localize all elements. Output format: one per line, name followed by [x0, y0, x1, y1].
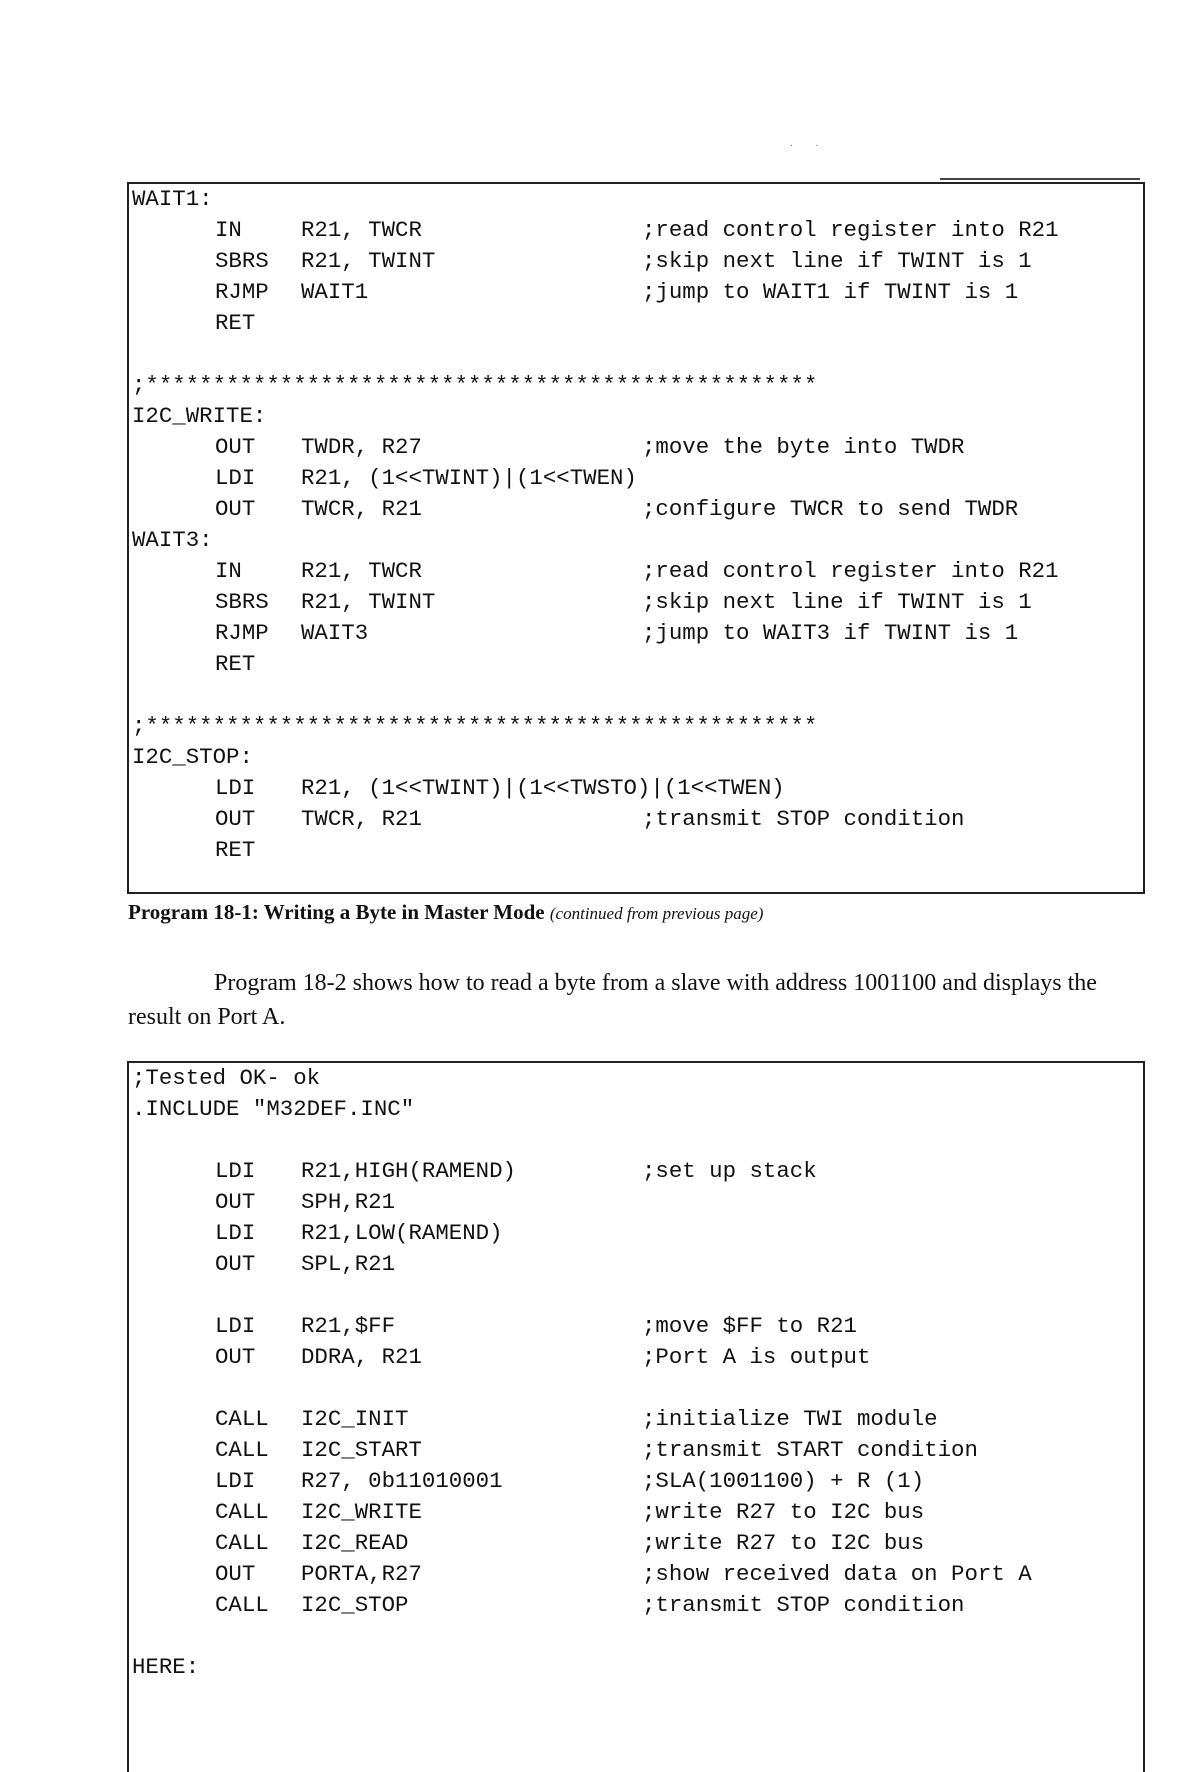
code-line: [129, 1280, 1143, 1311]
code-comment: ;skip next line if TWINT is 1: [642, 589, 1032, 615]
code-mnemonic: LDI: [215, 1158, 256, 1184]
code-line: [129, 556, 1143, 587]
code-operands: TWCR, R21: [301, 496, 422, 522]
code-line: [129, 1435, 1143, 1466]
code-operands: DDRA, R21: [301, 1344, 422, 1370]
code-mnemonic: RJMP: [215, 279, 269, 305]
code-mnemonic: LDI: [215, 1220, 256, 1246]
code-line: [129, 184, 1143, 215]
code-mnemonic: OUT: [215, 1561, 256, 1587]
code-line: [129, 432, 1143, 463]
code-label: I2C_WRITE:: [132, 403, 267, 429]
code-line: [129, 1590, 1143, 1621]
code-mnemonic: OUT: [215, 806, 256, 832]
code-line: [129, 1652, 1143, 1683]
caption-title: Program 18-1: Writing a Byte in Master Mode: [128, 900, 545, 924]
code-line: [129, 494, 1143, 525]
code-line: [129, 1249, 1143, 1280]
code-operands: R21,LOW(RAMEND): [301, 1220, 503, 1246]
code-operands: R21, (1<<TWINT)|(1<<TWEN): [301, 465, 637, 491]
code-line: [129, 1621, 1143, 1652]
code-operands: WAIT1: [301, 279, 369, 305]
code-line: [129, 1218, 1143, 1249]
top-rule: [940, 178, 1140, 180]
code-mnemonic: RET: [215, 310, 256, 336]
code-comment: ;move $FF to R21: [642, 1313, 857, 1339]
body-paragraph: [128, 966, 1128, 1034]
code-operands: R21, TWINT: [301, 248, 436, 274]
code-operands: I2C_WRITE: [301, 1499, 422, 1525]
code-operands: TWDR, R27: [301, 434, 422, 460]
code-line: [129, 835, 1143, 866]
code-mnemonic: LDI: [215, 1313, 256, 1339]
code-line: [129, 308, 1143, 339]
code-comment: ;write R27 to I2C bus: [642, 1499, 925, 1525]
code-mnemonic: IN: [215, 558, 242, 584]
code-line: [129, 1404, 1143, 1435]
code-operands: TWCR, R21: [301, 806, 422, 832]
code-comment: ;show received data on Port A: [642, 1561, 1032, 1587]
code-line: [129, 1528, 1143, 1559]
code-operands: WAIT3: [301, 620, 369, 646]
code-operands: I2C_READ: [301, 1530, 409, 1556]
code-operands: I2C_INIT: [301, 1406, 409, 1432]
code-operands: R21, TWCR: [301, 558, 422, 584]
code-line: [129, 463, 1143, 494]
code-mnemonic: CALL: [215, 1437, 269, 1463]
program-caption: [128, 900, 763, 925]
code-operands: PORTA,R27: [301, 1561, 422, 1587]
code-mnemonic: RET: [215, 837, 256, 863]
code-mnemonic: OUT: [215, 434, 256, 460]
code-operands: SPL,R21: [301, 1251, 396, 1277]
code-operands: R21,HIGH(RAMEND): [301, 1158, 516, 1184]
code-operands: R27, 0b11010001: [301, 1468, 503, 1494]
code-mnemonic: SBRS: [215, 589, 269, 615]
code-comment: ;initialize TWI module: [642, 1406, 938, 1432]
code-mnemonic: OUT: [215, 1251, 256, 1277]
code-mnemonic: OUT: [215, 1189, 256, 1215]
code-label: I2C_STOP:: [132, 744, 253, 770]
code-comment: ;transmit STOP condition: [642, 806, 965, 832]
code-line: [129, 1187, 1143, 1218]
code-mnemonic: LDI: [215, 775, 256, 801]
code-operands: R21,$FF: [301, 1313, 396, 1339]
code-mnemonic: IN: [215, 217, 242, 243]
code-operands: I2C_STOP: [301, 1592, 409, 1618]
code-mnemonic: CALL: [215, 1530, 269, 1556]
code-comment: ;jump to WAIT3 if TWINT is 1: [642, 620, 1019, 646]
code-full-line: ;Tested OK- ok: [132, 1065, 321, 1091]
code-line: [129, 1466, 1143, 1497]
code-line: [129, 370, 1143, 401]
code-mnemonic: LDI: [215, 465, 256, 491]
code-mnemonic: RET: [215, 651, 256, 677]
code-operands: SPH,R21: [301, 1189, 396, 1215]
code-operands: R21, (1<<TWINT)|(1<<TWSTO)|(1<<TWEN): [301, 775, 785, 801]
code-comment: ;skip next line if TWINT is 1: [642, 248, 1032, 274]
code-line: [129, 525, 1143, 556]
code-operands: I2C_START: [301, 1437, 422, 1463]
code-label: WAIT1:: [132, 186, 213, 212]
code-line: [129, 246, 1143, 277]
code-comment: ;configure TWCR to send TWDR: [642, 496, 1019, 522]
code-mnemonic: OUT: [215, 1344, 256, 1370]
code-line: [129, 1559, 1143, 1590]
code-comment: ;move the byte into TWDR: [642, 434, 965, 460]
code-line: [129, 649, 1143, 680]
code-comment: ;jump to WAIT1 if TWINT is 1: [642, 279, 1019, 305]
code-full-line: ;**************************************************: [132, 372, 818, 398]
code-line: [129, 618, 1143, 649]
code-comment: ;set up stack: [642, 1158, 817, 1184]
paragraph-text: Program 18-2 shows how to read a byte from a slave with address 1001100 and displays the result on Port A.: [128, 970, 1097, 1030]
code-line: [129, 711, 1143, 742]
code-line: [129, 1311, 1143, 1342]
code-mnemonic: LDI: [215, 1468, 256, 1494]
code-line: [129, 1373, 1143, 1404]
code-mnemonic: CALL: [215, 1592, 269, 1618]
code-line: [129, 1125, 1143, 1156]
code-line: [129, 215, 1143, 246]
code-mnemonic: CALL: [215, 1406, 269, 1432]
code-comment: ;transmit STOP condition: [642, 1592, 965, 1618]
code-line: [129, 1497, 1143, 1528]
code-line: [129, 401, 1143, 432]
program-18-2-listing: [127, 1061, 1145, 1772]
program-18-1-listing: [127, 182, 1145, 894]
code-mnemonic: SBRS: [215, 248, 269, 274]
code-comment: ;read control register into R21: [642, 558, 1059, 584]
code-comment: ;transmit START condition: [642, 1437, 978, 1463]
code-mnemonic: OUT: [215, 496, 256, 522]
code-line: [129, 277, 1143, 308]
code-label: HERE:: [132, 1654, 200, 1680]
stray-marks: . .: [790, 138, 829, 149]
code-line: [129, 773, 1143, 804]
code-full-line: ;**************************************************: [132, 713, 818, 739]
code-comment: ;Port A is output: [642, 1344, 871, 1370]
code-operands: R21, TWINT: [301, 589, 436, 615]
code-line: [129, 680, 1143, 711]
code-line: [129, 1342, 1143, 1373]
code-line: [129, 587, 1143, 618]
code-line: [129, 1156, 1143, 1187]
code-line: [129, 1094, 1143, 1125]
code-line: [129, 742, 1143, 773]
code-label: WAIT3:: [132, 527, 213, 553]
code-mnemonic: RJMP: [215, 620, 269, 646]
code-line: [129, 1063, 1143, 1094]
code-comment: ;read control register into R21: [642, 217, 1059, 243]
code-line: [129, 339, 1143, 370]
code-full-line: .INCLUDE "M32DEF.INC": [132, 1096, 415, 1122]
code-comment: ;write R27 to I2C bus: [642, 1530, 925, 1556]
caption-continued: (continued from previous page): [549, 904, 764, 923]
code-line: [129, 804, 1143, 835]
code-operands: R21, TWCR: [301, 217, 422, 243]
code-mnemonic: CALL: [215, 1499, 269, 1525]
code-comment: ;SLA(1001100) + R (1): [642, 1468, 925, 1494]
